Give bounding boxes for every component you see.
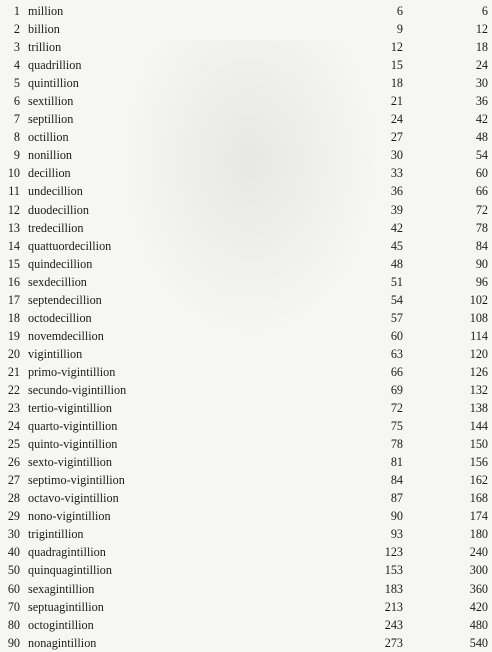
us-zeros: 93 — [390, 527, 403, 542]
number-name: septendecillion — [28, 292, 102, 307]
us-zeros: 72 — [390, 401, 403, 416]
row-index: 25 — [7, 437, 20, 452]
table-row — [0, 291, 488, 309]
row-index: 10 — [7, 166, 20, 181]
number-name: tertio-vigintillion — [28, 401, 112, 416]
us-zeros: 6 — [396, 4, 403, 18]
eu-zeros: 144 — [469, 419, 488, 434]
us-zeros: 87 — [390, 491, 403, 506]
row-index: 90 — [7, 635, 20, 650]
number-name: nono-vigintillion — [28, 509, 111, 524]
number-name: secundo-vigintillion — [28, 382, 127, 397]
table-row — [0, 201, 488, 219]
number-name: quarto-vigintillion — [28, 419, 118, 434]
eu-zeros: 120 — [469, 346, 488, 361]
eu-zeros: 162 — [469, 473, 488, 488]
row-index: 6 — [13, 94, 20, 109]
table-row — [0, 38, 488, 56]
row-index: 24 — [7, 419, 20, 434]
row-index: 1 — [13, 4, 20, 18]
row-index: 60 — [7, 581, 20, 596]
number-name: sextillion — [28, 94, 74, 109]
us-zeros: 75 — [390, 419, 403, 434]
row-index: 5 — [13, 76, 20, 91]
row-index: 22 — [7, 382, 20, 397]
us-zeros: 30 — [390, 148, 403, 163]
eu-zeros: 48 — [475, 130, 488, 145]
eu-zeros: 540 — [469, 635, 488, 650]
us-zeros: 15 — [390, 58, 403, 73]
number-name: duodecillion — [28, 202, 89, 217]
number-name: octillion — [28, 130, 69, 145]
eu-zeros: 240 — [469, 545, 488, 560]
table-row — [0, 327, 488, 345]
eu-zeros: 72 — [475, 202, 488, 217]
number-name: sexagintillion — [28, 581, 95, 596]
table-row — [0, 453, 488, 471]
us-zeros: 36 — [390, 184, 403, 199]
number-names-table — [0, 2, 488, 652]
number-name: septuagintillion — [28, 599, 104, 614]
table-row — [0, 489, 488, 507]
table-row — [0, 237, 488, 255]
table-row — [0, 616, 488, 634]
eu-zeros: 126 — [469, 364, 488, 379]
us-zeros: 123 — [384, 545, 403, 560]
us-zeros: 12 — [390, 40, 403, 55]
us-zeros: 39 — [390, 202, 403, 217]
table-row — [0, 471, 488, 489]
number-name: sexdecillion — [28, 274, 87, 289]
eu-zeros: 66 — [475, 184, 488, 199]
us-zeros: 24 — [390, 112, 403, 127]
number-name: octavo-vigintillion — [28, 491, 119, 506]
eu-zeros: 36 — [475, 94, 488, 109]
table-row — [0, 92, 488, 110]
eu-zeros: 54 — [475, 148, 488, 163]
row-index: 12 — [7, 202, 20, 217]
us-zeros: 51 — [390, 274, 403, 289]
row-index: 80 — [7, 617, 20, 632]
table-row — [0, 309, 488, 327]
table-row — [0, 435, 488, 453]
row-index: 15 — [7, 256, 20, 271]
eu-zeros: 24 — [475, 58, 488, 73]
table-row — [0, 381, 488, 399]
us-zeros: 81 — [390, 455, 403, 470]
row-index: 3 — [13, 40, 20, 55]
table-row — [0, 110, 488, 128]
row-index: 9 — [13, 148, 20, 163]
number-name: trillion — [28, 40, 62, 55]
row-index: 40 — [7, 545, 20, 560]
number-name: quindecillion — [28, 256, 93, 271]
eu-zeros: 102 — [469, 292, 488, 307]
row-index: 18 — [7, 310, 20, 325]
table-row — [0, 273, 488, 291]
row-index: 27 — [7, 473, 20, 488]
number-name: octodecillion — [28, 310, 92, 325]
row-index: 11 — [8, 184, 20, 199]
row-index: 19 — [7, 328, 20, 343]
eu-zeros: 42 — [475, 112, 488, 127]
row-index: 21 — [7, 364, 20, 379]
table-row — [0, 128, 488, 146]
row-index: 7 — [13, 112, 20, 127]
number-name: septimo-vigintillion — [28, 473, 125, 488]
us-zeros: 273 — [384, 635, 403, 650]
table-row — [0, 345, 488, 363]
us-zeros: 57 — [390, 310, 403, 325]
us-zeros: 9 — [396, 22, 403, 37]
us-zeros: 60 — [390, 328, 403, 343]
table-row — [0, 507, 488, 525]
eu-zeros: 132 — [469, 382, 488, 397]
eu-zeros: 60 — [475, 166, 488, 181]
eu-zeros: 90 — [475, 256, 488, 271]
row-index: 26 — [7, 455, 20, 470]
table-row — [0, 164, 488, 182]
row-index: 29 — [7, 509, 20, 524]
number-name: billion — [28, 22, 60, 37]
table-row — [0, 74, 488, 92]
number-name: tredecillion — [28, 220, 84, 235]
number-name: septillion — [28, 112, 74, 127]
row-index: 28 — [7, 491, 20, 506]
us-zeros: 45 — [390, 238, 403, 253]
row-index: 20 — [7, 346, 20, 361]
eu-zeros: 12 — [475, 22, 488, 37]
row-index: 23 — [7, 401, 20, 416]
eu-zeros: 114 — [470, 328, 488, 343]
number-names-body — [0, 2, 488, 652]
us-zeros: 213 — [384, 599, 403, 614]
eu-zeros: 30 — [475, 76, 488, 91]
number-name: sexto-vigintillion — [28, 455, 112, 470]
us-zeros: 63 — [390, 346, 403, 361]
table-row — [0, 146, 488, 164]
eu-zeros: 420 — [469, 599, 488, 614]
us-zeros: 183 — [384, 581, 403, 596]
us-zeros: 21 — [390, 94, 403, 109]
row-index: 14 — [7, 238, 20, 253]
number-name: million — [28, 4, 64, 18]
eu-zeros: 174 — [469, 509, 488, 524]
table-row — [0, 182, 488, 200]
eu-zeros: 138 — [469, 401, 488, 416]
us-zeros: 78 — [390, 437, 403, 452]
eu-zeros: 96 — [475, 274, 488, 289]
row-index: 2 — [13, 22, 20, 37]
us-zeros: 69 — [390, 382, 403, 397]
eu-zeros: 480 — [469, 617, 488, 632]
number-name: quattuordecillion — [28, 238, 112, 253]
number-name: novemdecillion — [28, 328, 104, 343]
table-row — [0, 417, 488, 435]
eu-zeros: 6 — [481, 4, 488, 18]
table-row — [0, 598, 488, 616]
number-name: decillion — [28, 166, 71, 181]
number-name: trigintillion — [28, 527, 84, 542]
table-row — [0, 561, 488, 579]
table-row — [0, 2, 488, 20]
table-row — [0, 634, 488, 652]
row-index: 4 — [13, 58, 20, 73]
table-row — [0, 219, 488, 237]
us-zeros: 153 — [384, 563, 403, 578]
number-name: quadrillion — [28, 58, 82, 73]
us-zeros: 84 — [390, 473, 403, 488]
row-index: 13 — [7, 220, 20, 235]
eu-zeros: 108 — [469, 310, 488, 325]
number-name: quinto-vigintillion — [28, 437, 118, 452]
us-zeros: 54 — [390, 292, 403, 307]
us-zeros: 66 — [390, 364, 403, 379]
us-zeros: 243 — [384, 617, 403, 632]
eu-zeros: 360 — [469, 581, 488, 596]
eu-zeros: 180 — [469, 527, 488, 542]
row-index: 8 — [13, 130, 20, 145]
eu-zeros: 84 — [475, 238, 488, 253]
table-row — [0, 20, 488, 38]
eu-zeros: 156 — [469, 455, 488, 470]
number-name: undecillion — [28, 184, 83, 199]
eu-zeros: 78 — [475, 220, 488, 235]
us-zeros: 42 — [390, 220, 403, 235]
row-index: 50 — [7, 563, 20, 578]
us-zeros: 33 — [390, 166, 403, 181]
us-zeros: 27 — [390, 130, 403, 145]
row-index: 30 — [7, 527, 20, 542]
table-row — [0, 399, 488, 417]
eu-zeros: 18 — [475, 40, 488, 55]
eu-zeros: 300 — [469, 563, 488, 578]
number-name: primo-vigintillion — [28, 364, 116, 379]
table-row — [0, 56, 488, 74]
us-zeros: 48 — [390, 256, 403, 271]
number-name: quintillion — [28, 76, 79, 91]
us-zeros: 18 — [390, 76, 403, 91]
table-row — [0, 580, 488, 598]
number-name: quadragintillion — [28, 545, 106, 560]
number-name: nonillion — [28, 148, 73, 163]
table-row — [0, 363, 488, 381]
us-zeros: 90 — [390, 509, 403, 524]
number-name: quinquagintillion — [28, 563, 112, 578]
number-name: octogintillion — [28, 617, 94, 632]
number-name: vigintillion — [28, 346, 83, 361]
table-row — [0, 543, 488, 561]
row-index: 70 — [7, 599, 20, 614]
eu-zeros: 168 — [469, 491, 488, 506]
eu-zeros: 150 — [469, 437, 488, 452]
row-index: 16 — [7, 274, 20, 289]
number-name: nonagintillion — [28, 635, 97, 650]
table-row — [0, 525, 488, 543]
table-row — [0, 255, 488, 273]
row-index: 17 — [7, 292, 20, 307]
